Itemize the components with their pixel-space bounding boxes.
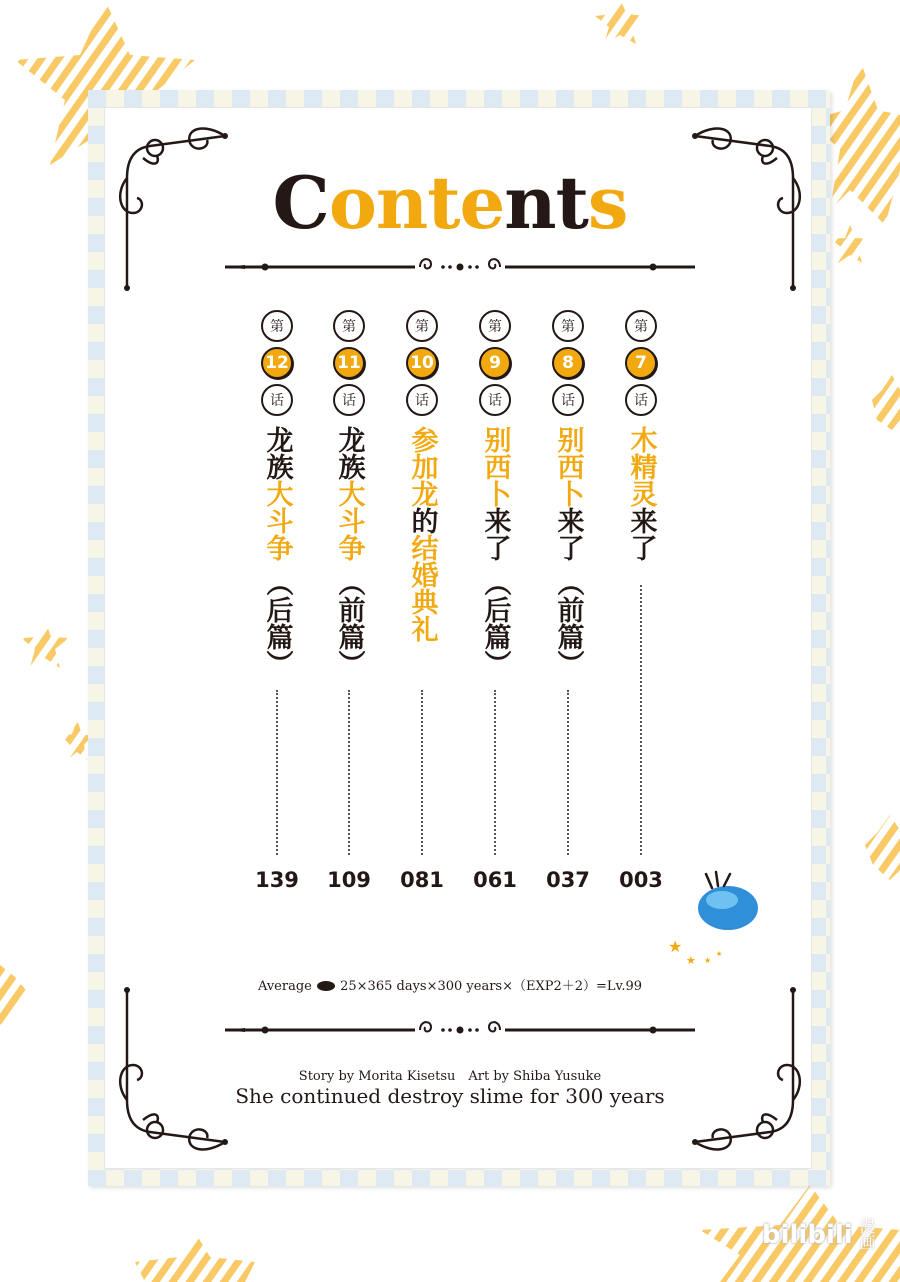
bilibili-logo-sub: 漫画 bbox=[857, 1218, 876, 1250]
page-number: 061 bbox=[473, 868, 517, 892]
slime-illustration bbox=[660, 870, 770, 970]
chapter-subtitle: （前篇） bbox=[552, 569, 584, 677]
chapter-number-badge: 11 bbox=[333, 347, 365, 379]
chapter-label-bottom: 话 bbox=[261, 384, 293, 416]
page-number: 003 bbox=[619, 868, 663, 892]
dotted-leader bbox=[421, 690, 423, 855]
page-number: 037 bbox=[546, 868, 590, 892]
chapter-label-top: 第 bbox=[261, 310, 293, 342]
page-number: 139 bbox=[255, 868, 299, 892]
tagline: She continued destroy slime for 300 years bbox=[235, 1084, 665, 1108]
star-decoration-right-low bbox=[865, 815, 900, 880]
chapter-label-top: 第 bbox=[406, 310, 438, 342]
page-number: 081 bbox=[400, 868, 444, 892]
chapter-subtitle: （前篇） bbox=[333, 569, 365, 677]
chapter-number-badge: 7 bbox=[625, 347, 657, 379]
chapter-number-badge: 9 bbox=[479, 347, 511, 379]
chapter-9[interactable] bbox=[473, 310, 517, 677]
star-decoration-top bbox=[590, 0, 650, 45]
svg-text:★: ★ bbox=[668, 937, 683, 956]
title-letters-nt: nt bbox=[504, 160, 588, 245]
chapter-title: 龙族大斗争 bbox=[333, 426, 365, 561]
chapter-label-bottom: 话 bbox=[479, 384, 511, 416]
slime-glyph-icon bbox=[316, 979, 336, 991]
chapter-title: 参加龙的结婚典礼 bbox=[406, 426, 438, 642]
chapter-label-bottom: 话 bbox=[333, 384, 365, 416]
chapter-number-badge: 8 bbox=[552, 347, 584, 379]
chapter-10[interactable] bbox=[400, 310, 444, 642]
chapter-label-top: 第 bbox=[479, 310, 511, 342]
dotted-leader bbox=[348, 690, 350, 855]
star-decoration-bottom-left bbox=[135, 1232, 255, 1282]
svg-text:★: ★ bbox=[686, 954, 696, 967]
title-letter-e: e bbox=[459, 160, 505, 245]
chapter-subtitle: （后篇） bbox=[261, 569, 293, 677]
chapter-title: 龙族大斗争 bbox=[261, 426, 293, 561]
chapter-11[interactable] bbox=[327, 310, 371, 677]
chapter-title: 别西卜来了 bbox=[479, 426, 511, 561]
chapter-title: 木精灵来了 bbox=[625, 426, 657, 561]
page-title bbox=[0, 160, 900, 245]
svg-text:★: ★ bbox=[704, 956, 712, 965]
chapter-title: 别西卜来了 bbox=[552, 426, 584, 561]
chapter-7[interactable] bbox=[619, 310, 663, 561]
dotted-leader bbox=[494, 690, 496, 855]
divider-bottom bbox=[225, 1015, 695, 1045]
chapter-subtitle: （后篇） bbox=[479, 569, 511, 677]
bilibili-logo: bilibili bbox=[762, 1220, 853, 1250]
chapter-label-bottom: 话 bbox=[406, 384, 438, 416]
chapter-label-top: 第 bbox=[625, 310, 657, 342]
chapter-label-bottom: 话 bbox=[552, 384, 584, 416]
title-letter-s: s bbox=[587, 160, 628, 245]
dotted-leader bbox=[567, 690, 569, 855]
credits: Story by Morita Kisetsu Art by Shiba Yusuke bbox=[298, 1069, 602, 1084]
chapter-label-bottom: 话 bbox=[625, 384, 657, 416]
chapter-8[interactable] bbox=[546, 310, 590, 677]
chapter-number-badge: 12 bbox=[261, 347, 293, 379]
page-number: 109 bbox=[327, 868, 371, 892]
dotted-leader bbox=[640, 585, 642, 855]
divider-top bbox=[225, 252, 695, 282]
svg-text:★: ★ bbox=[716, 950, 723, 958]
chapter-label-top: 第 bbox=[552, 310, 584, 342]
star-decoration-left-mid bbox=[20, 620, 70, 670]
star-decoration-left-low bbox=[0, 965, 30, 1025]
title-letter-c: C bbox=[272, 160, 329, 245]
chapter-label-top: 第 bbox=[333, 310, 365, 342]
level-formula: Average 25×365 days×300 years×（EXP2＋2）=Lv.99 bbox=[257, 979, 643, 994]
star-decoration-right-mid bbox=[872, 375, 900, 430]
dotted-leader bbox=[276, 690, 278, 855]
chapter-12[interactable] bbox=[255, 310, 299, 677]
chapter-number-badge: 10 bbox=[406, 347, 438, 379]
title-letters-ont: ont bbox=[328, 160, 460, 245]
